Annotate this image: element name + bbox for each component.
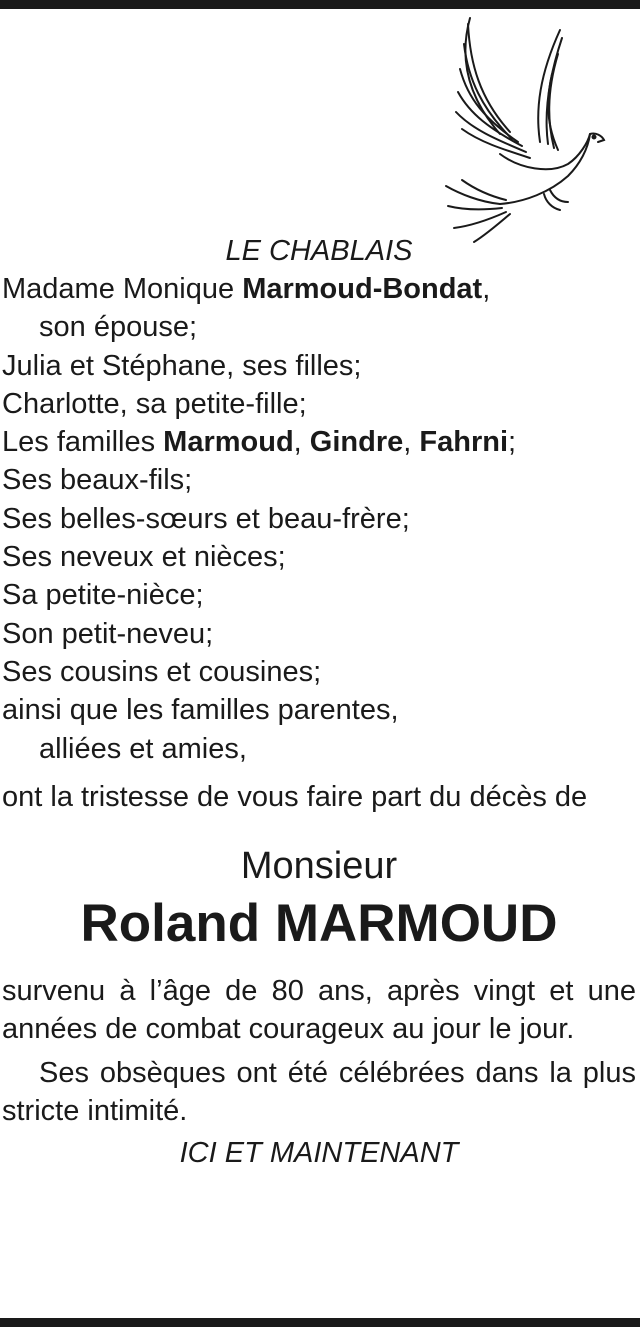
sons-in-law-line: Ses beaux-fils; xyxy=(2,464,193,497)
daughters-line: Julia et Stéphane, ses filles; xyxy=(2,349,362,382)
spouse-role: son épouse; xyxy=(39,311,198,344)
allied-friends-line: alliées et amies, xyxy=(39,732,247,765)
spouse-name: Marmoud-Bondat xyxy=(242,273,483,305)
spouse-suffix: , xyxy=(482,273,491,305)
spouse-line xyxy=(2,270,636,308)
families-sep-2: , xyxy=(403,426,420,459)
bottom-rule xyxy=(0,1318,640,1327)
top-rule xyxy=(0,0,640,9)
spouse-prefix: Madame Monique xyxy=(2,273,243,305)
death-details: survenu à l’âge de 80 ans, après vingt et une années de combat courageux au jour le jour. xyxy=(2,974,636,1045)
family-name-2: Gindre xyxy=(309,426,404,459)
obituary-content xyxy=(2,232,636,1172)
families-line xyxy=(2,423,636,461)
in-laws-line: Ses belles-sœurs et beau-frère; xyxy=(2,502,410,535)
cousins-line: Ses cousins et cousines; xyxy=(2,655,322,688)
place-heading: LE CHABLAIS xyxy=(225,235,413,267)
grandnephew-line: Son petit-neveu; xyxy=(2,617,214,650)
closing-phrase: ICI ET MAINTENANT xyxy=(179,1136,459,1169)
related-families-line: ainsi que les familles parentes, xyxy=(2,694,399,727)
deceased-name: Roland MARMOUD xyxy=(80,893,558,953)
families-sep-1: , xyxy=(293,426,310,459)
family-name-3: Fahrni xyxy=(419,426,509,459)
families-suffix: ; xyxy=(508,426,517,459)
announcement-intro: ont la tristesse de vous faire part du décès de xyxy=(2,780,588,813)
nephews-line: Ses neveux et nièces; xyxy=(2,541,286,574)
family-name-1: Marmoud xyxy=(163,426,294,459)
grandniece-line: Sa petite-nièce; xyxy=(2,579,204,612)
granddaughter-line: Charlotte, sa petite-fille; xyxy=(2,387,307,420)
dove-icon xyxy=(440,14,610,246)
funeral-notice: Ses obsèques ont été célébrées dans la plus stricte intimité. xyxy=(2,1056,636,1127)
families-prefix: Les familles xyxy=(2,426,164,459)
deceased-title: Monsieur xyxy=(240,844,398,887)
